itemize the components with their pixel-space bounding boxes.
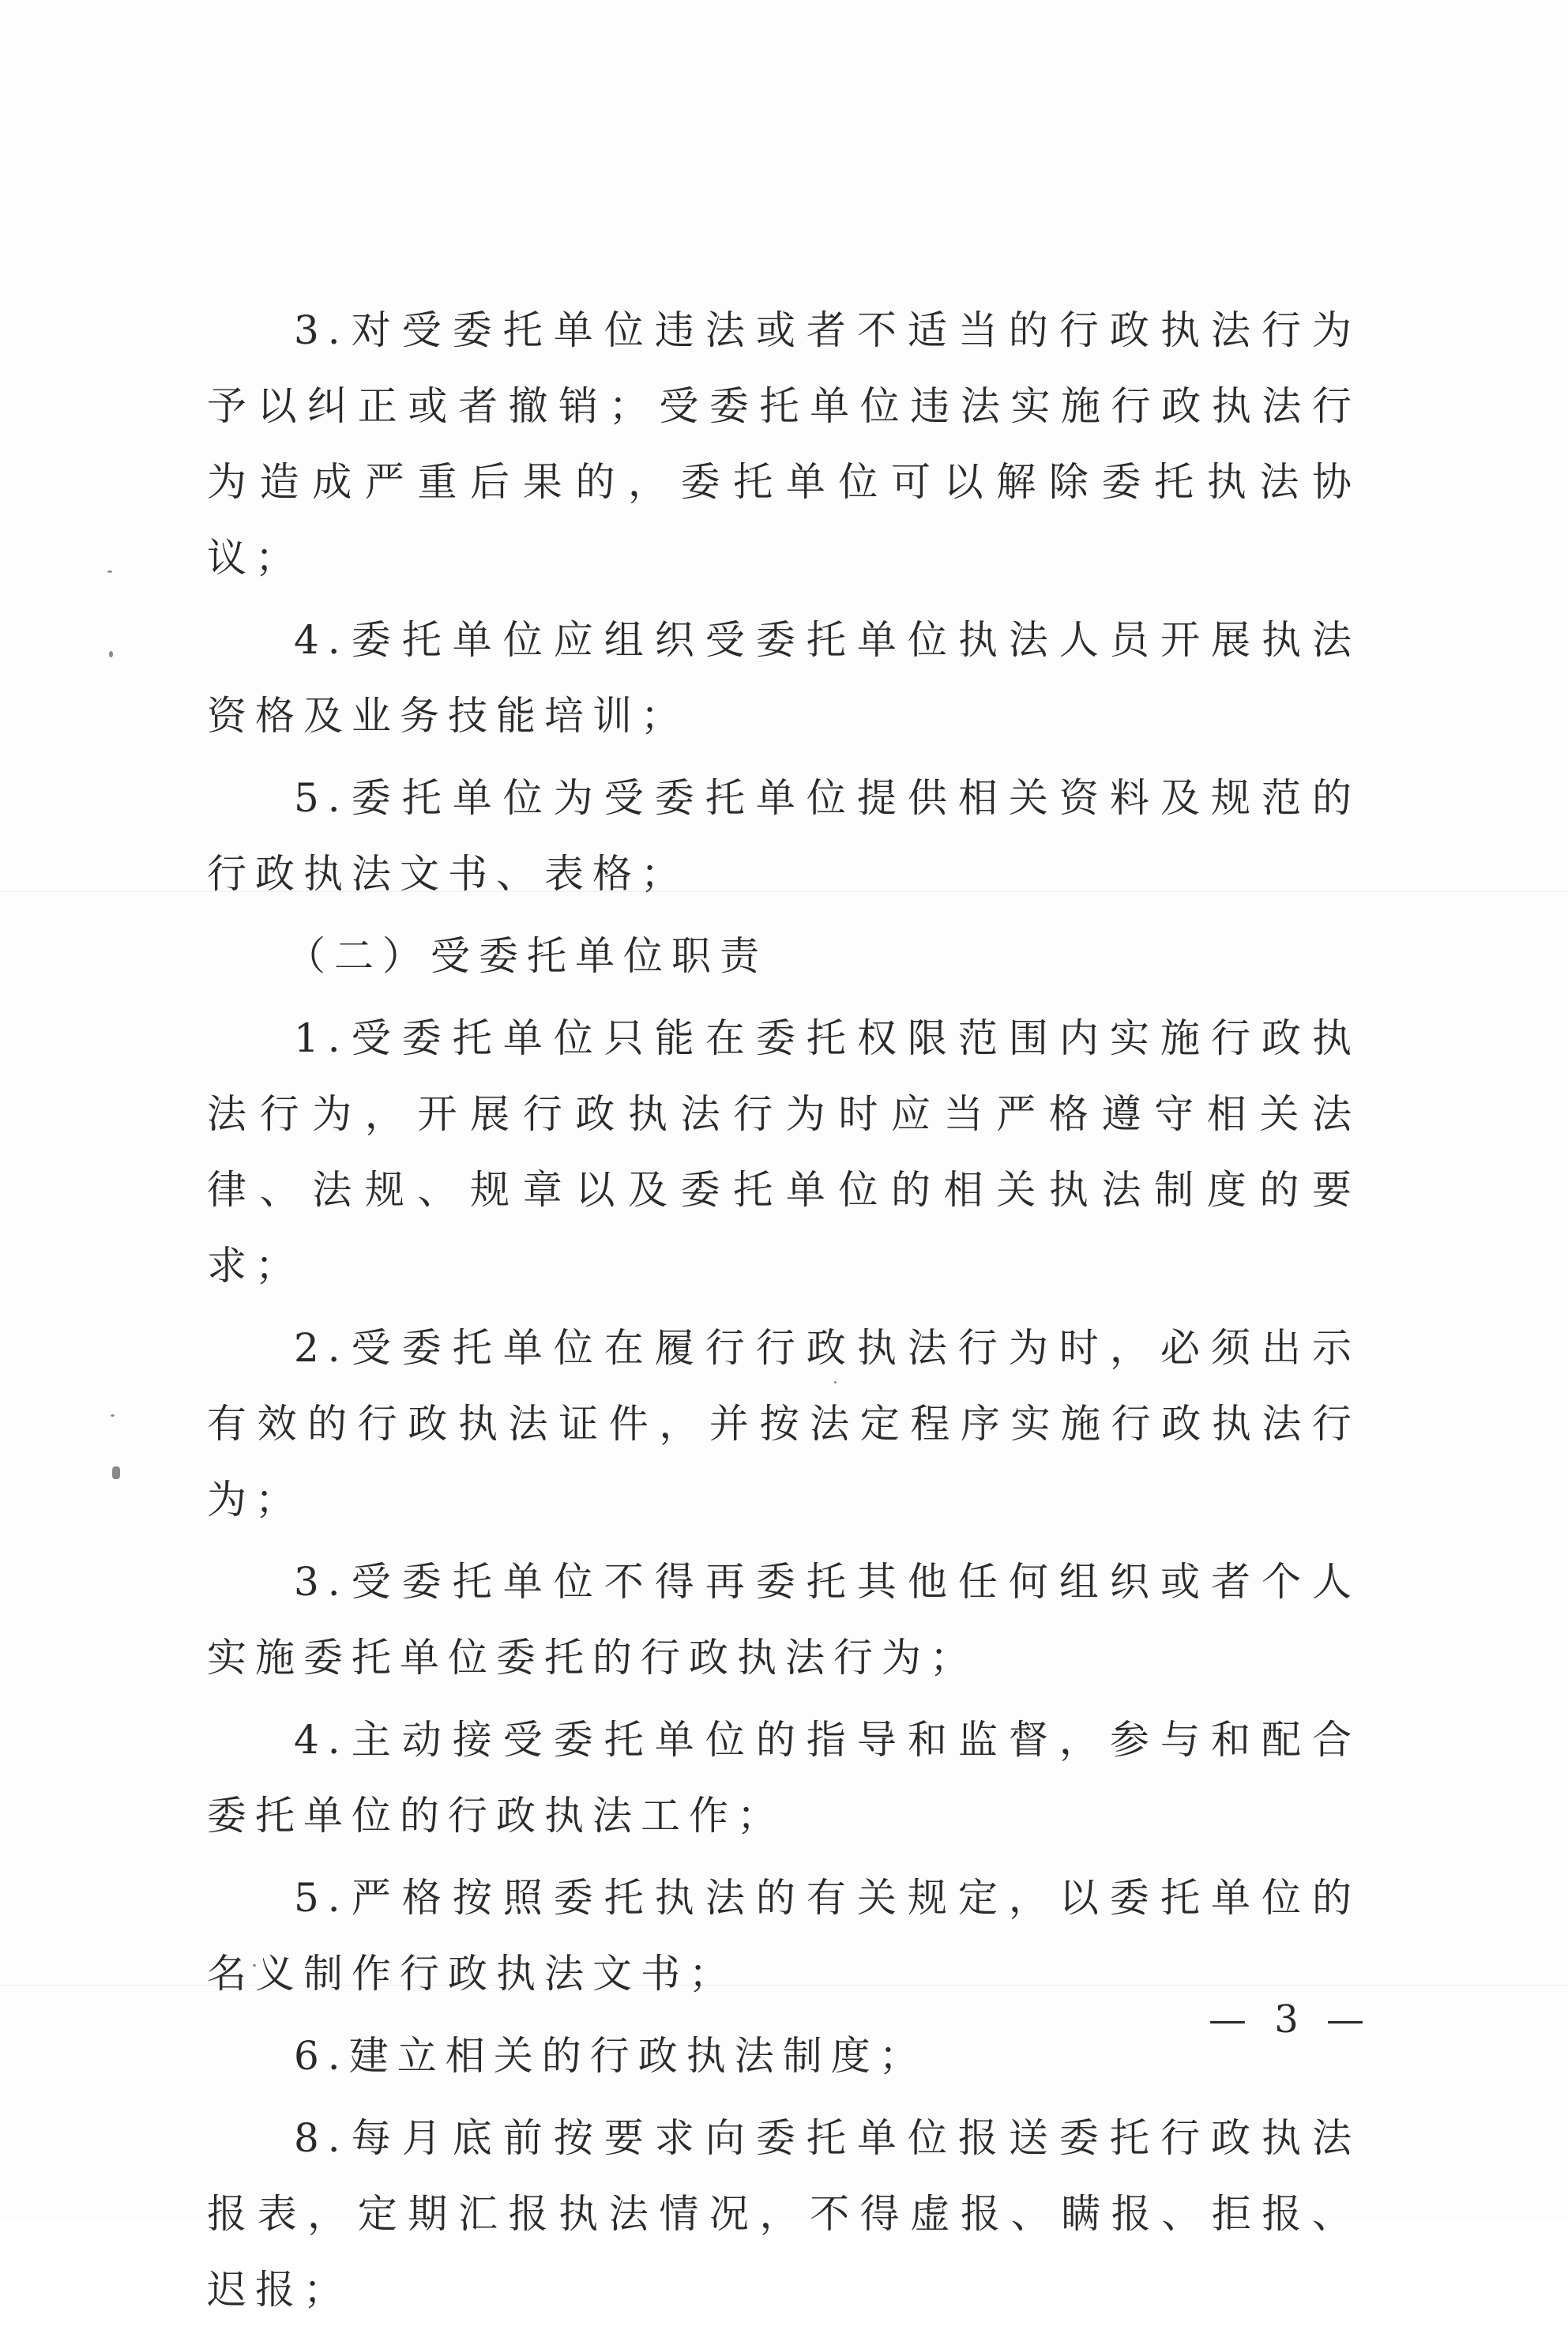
paragraph: 4.委托单位应组织受委托单位执法人员开展执法资格及业务技能培训；	[207, 617, 1360, 739]
scan-artifact-dot	[107, 570, 112, 573]
paragraph: 5.委托单位为受委托单位提供相关资料及规范的行政执法文书、表格；	[207, 775, 1360, 897]
paragraph: 5.严格按照委托执法的有关规定，以委托单位的名义制作行政执法文书；	[207, 1875, 1360, 1997]
paragraph: 3.对受委托单位违法或者不适当的行政执法行为予以纠正或者撤销；受委托单位违法实施行政执法行为造成严重后果的，委托单位可以解除委托执法协议；	[207, 307, 1360, 581]
document-body	[207, 292, 1360, 2334]
page-number: — 3 —	[1209, 1997, 1373, 2042]
paragraph: 1.受委托单位只能在委托权限范围内实施行政执法行为，开展行政执法行为时应当严格遵守相关法律、法规、规章以及委托单位的相关执法制度的要求；	[207, 1015, 1360, 1289]
scan-artifact-dot	[111, 1414, 115, 1417]
paragraph: 8.每月底前按要求向委托单位报送委托行政执法报表，定期汇报执法情况，不得虚报、瞒报、拒报、迟报；	[207, 2115, 1360, 2313]
paragraph: 2.受委托单位在履行行政执法行为时，必须出示有效的行政执法证件，并按法定程序实施行政执法行为；	[207, 1325, 1360, 1523]
paragraph: 6.建立相关的行政执法制度；	[294, 2033, 927, 2079]
paragraph: 4.主动接受委托单位的指导和监督，参与和配合委托单位的行政执法工作；	[207, 1717, 1360, 1839]
scan-artifact-dot	[112, 1466, 120, 1479]
scan-artifact-dot	[109, 651, 113, 657]
section-heading: （二）受委托单位职责	[286, 933, 768, 979]
paragraph: 3.受委托单位不得再委托其他任何组织或者个人实施委托单位委托的行政执法行为；	[207, 1559, 1360, 1681]
